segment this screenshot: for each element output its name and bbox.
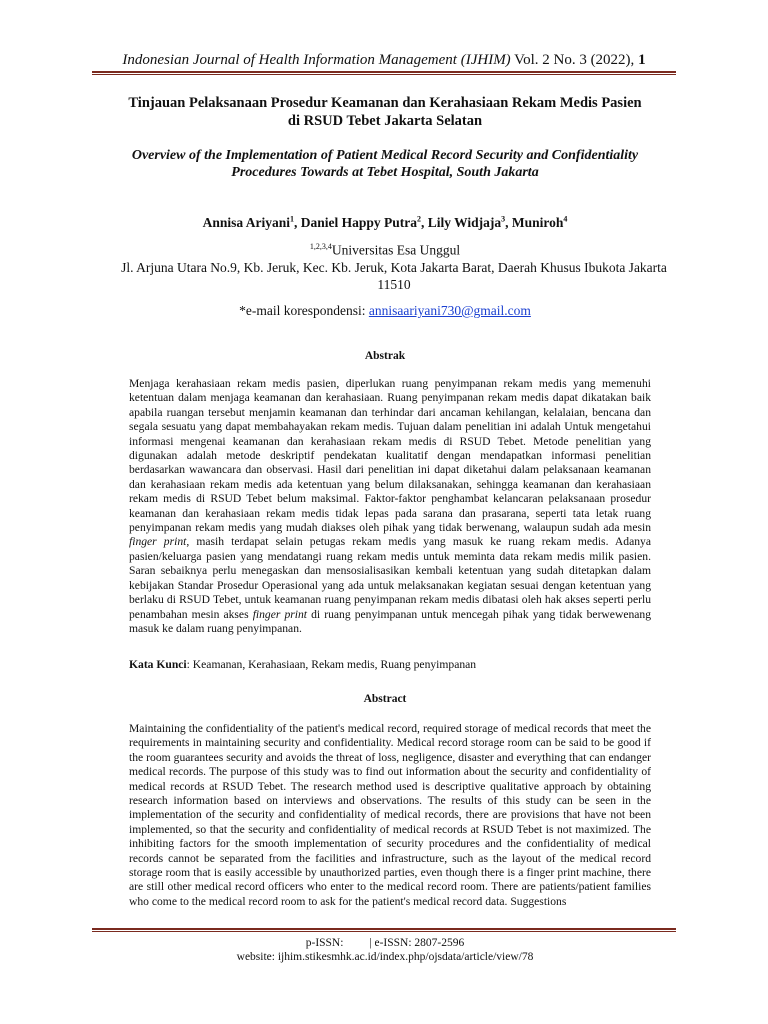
keywords bbox=[129, 658, 651, 672]
correspondence bbox=[100, 302, 670, 320]
title-indonesian-line1: Tinjauan Pelaksanaan Prosedur Keamanan dan Kerahasiaan Rekam Medis Pasien bbox=[128, 95, 642, 111]
affiliation-marks: 1,2,3,4 bbox=[309, 242, 332, 251]
title-indonesian-line2: di RSUD Tebet Jakarta Selatan bbox=[287, 113, 483, 129]
footer-rule-thin bbox=[92, 931, 676, 932]
abstrak-heading: Abstrak bbox=[364, 350, 406, 362]
title-english-line2: Procedures Towards at Tebet Hospital, South Jakarta bbox=[231, 165, 539, 180]
abstrak-body: Menjaga kerahasiaan rekam medis pasien, diperlukan ruang penyimpanan rekam medis yang memenuhi ketentuan dalam menjaga keamanan dan kerahasiaan. Ruang penyimpanan rekam medis dapat dikatakan baik apabila ruangan tersebut menjamin keamanan dan terhindar dari ancaman kehilangan, kelalaian, bencana dan segala sesuatu yang dapat membahayakan rekam medis. Tujuan dalam penelitian ini adalah Untuk mengetahui informasi mengenai keamanan dan kerahasiaan rekam medis di RSUD Tebet. Metode penelitian yang digunakan adalah metode deskriptif pendekatan kualitatif dengan mendapatkan informasi penelitian berdasarkan wawancara dan observasi. Hasil dari penelitian ini dapat diketahui dalam pelaksanaan keamanan dan kerahasiaan rekam medis ada ketentuan yang belum dilaksanakan, sehingga keamanan dan kerahasiaan rekam medis di RSUD Tebet belum maksimal. Faktor-faktor penghambat kelancaran pelaksanaan prosedur keamanan dan kerahasiaan rekam medis tidak lepas pada sarana dan prasarana, seperti tata letak ruang penyimpanan rekam medis yang mudah diakses oleh pihak yang tidak berwenang, walaupun sudah ada mesin finger print, masih terdapat selain petugas rekam medis yang masuk ke ruang rekam medis. Adanya pasien/keluarga pasien yang mendatangi ruang rekam medis untuk meminta data rekam medis milik pasien. Saran sebaiknya perlu menegaskan dan mensosialisasikan kembali ketentuan yang sudah ditetapkan dalam kebijakan Standar Prosedur Operasional yang ada untuk melaksanakan kegiatan sesuai dengan ketentuan yang berlaku di RSUD Tebet, untuk keamanan ruang penyimpanan rekam medis dibatasi oleh hak akses seperti perlu penambahan mesin akses finger print di ruang penyimpanan untuk mencegah pihak yang tidak berwewenang masuk ke dalam ruang penyimpanan. bbox=[129, 377, 652, 635]
correspondence-email-link[interactable]: annisaariyani730@gmail.com bbox=[368, 303, 531, 318]
affiliation bbox=[100, 238, 670, 259]
header-rule-thin bbox=[92, 74, 676, 75]
title-indonesian bbox=[80, 94, 690, 130]
author-1: Annisa Ariyani$^1$, bbox=[202, 214, 301, 230]
author-2: Daniel Happy Putra$^2$, bbox=[300, 214, 428, 230]
title-english-line1: Overview of the Implementation of Patient Medical Record Security and Confidentiality bbox=[131, 148, 639, 163]
author-4: Muniroh$^4$ bbox=[511, 214, 568, 230]
keywords-label: Kata Kunci bbox=[129, 658, 187, 671]
address-line1: Jl. Arjuna Utara No.9, Kb. Jeruk, Kec. Kb. Jeruk, Kota Jakarta Barat, Daerah Khusus Ibukota Jakarta bbox=[121, 260, 667, 275]
title-english bbox=[100, 147, 670, 181]
issn-info: p-ISSN: | e-ISSN: 2807-2596 bbox=[305, 937, 465, 949]
author-3: Lily Widjaja$^3$, bbox=[427, 214, 512, 230]
abstract-heading: Abstract bbox=[363, 693, 407, 705]
affiliation-address bbox=[96, 259, 692, 293]
address-line2: 11510 bbox=[377, 277, 411, 292]
running-header bbox=[92, 50, 676, 70]
journal-name: Indonesian Journal of Health Information Management (IJHIM) bbox=[122, 52, 511, 68]
author-list bbox=[100, 210, 670, 232]
website-info: website: ijhim.stikesmhk.ac.id/index.php/ojsdata/article/view/78 bbox=[236, 951, 534, 963]
header-rule bbox=[92, 71, 676, 73]
keywords-text: : Keamanan, Kerahasiaan, Rekam medis, Ruang penyimpanan bbox=[186, 658, 477, 671]
page-number: 1 bbox=[638, 52, 646, 68]
footer-rule bbox=[92, 928, 676, 930]
volume-info: Vol. 2 No. 3 (2022), bbox=[510, 52, 639, 68]
abstract-body: Maintaining the confidentiality of the patient's medical record, required storage of medical records that meet the requirements in maintaining security and confidentiality. Medical record storage room can be said to be good if the room guarantees security and avoids the threat of loss, negligence, disaster and everything that can endanger medical records. The purpose of this study was to find out information about the security and confidentiality of medical records at RSUD Tebet. The research method used is descriptive qualitative approach by obtaining research information based on interviews and observations. The results of this study can be seen in the implementation of the security and confidentiality of medical records, there are provisions that have not been implemented, so that the security and confidentiality of medical records at RSUD Tebet is not maximized. The inhibiting factors for the smooth implementation of security procedures and the confidentiality of medical records cannot be separated from the facilities and infrastructure, such as the layout of the medical record storage room that is easily accessible by unauthorized parties, even though there is a finger print machine, there are still other medical record officers who enter to the medical record room. There are patients/patient families who come to the medical record room to ask for the patient's medical record data. Suggestions bbox=[129, 722, 651, 908]
affiliation-name: Universitas Esa Unggul bbox=[331, 242, 461, 258]
correspondence-label: *e-mail korespondensi: bbox=[239, 303, 369, 318]
